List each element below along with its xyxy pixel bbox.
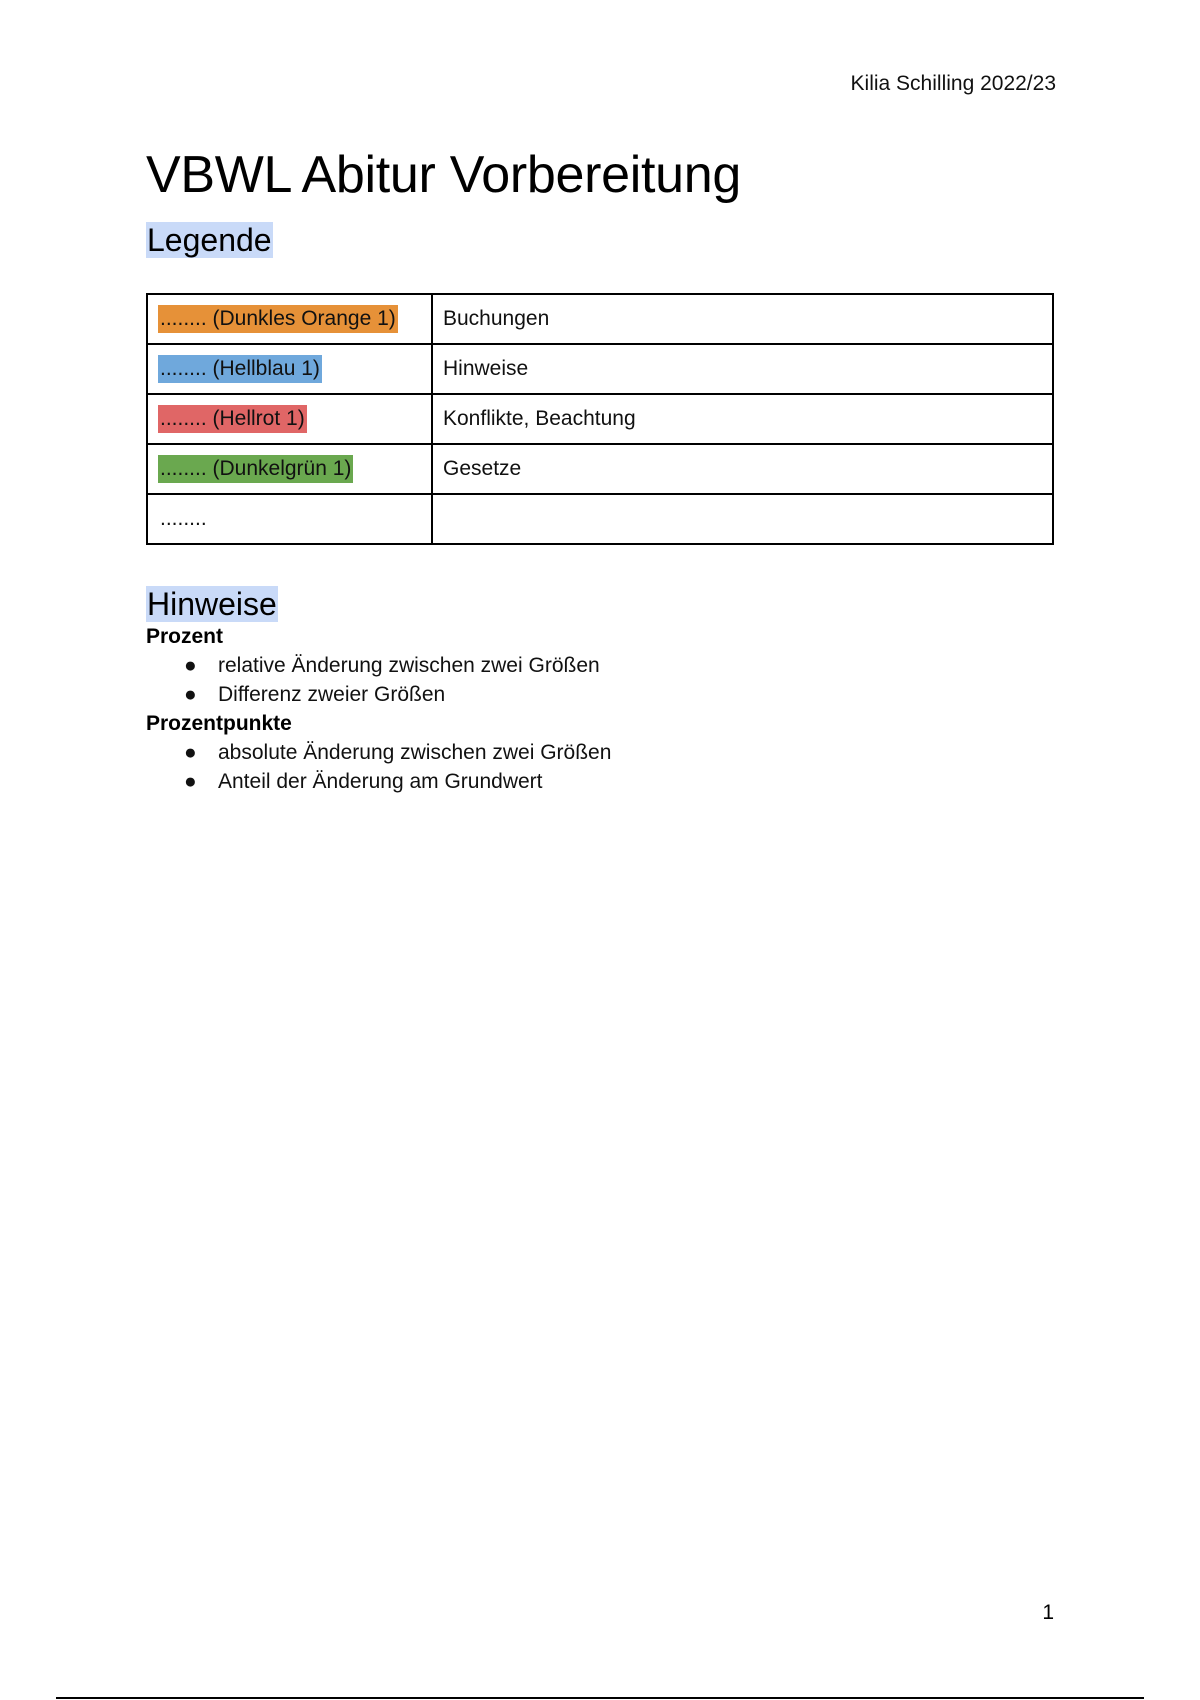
- list-item: [184, 738, 611, 767]
- legend-row: [147, 294, 1053, 344]
- legend-key-cell: [147, 394, 432, 444]
- list-item: [184, 651, 611, 680]
- legend-description: Gesetze: [432, 444, 1053, 494]
- hints-heading: [146, 584, 278, 624]
- legend-key-cell: [147, 294, 432, 344]
- legend-key-cell: [147, 444, 432, 494]
- legend-swatch-empty: ........: [160, 507, 207, 530]
- list-item-text: Anteil der Änderung am Grundwert: [218, 770, 543, 793]
- legend-description: Hinweise: [432, 344, 1053, 394]
- bullet-icon: ●: [184, 741, 197, 764]
- legend-description: [432, 494, 1053, 544]
- legend-row: [147, 344, 1053, 394]
- legend-description: Konflikte, Beachtung: [432, 394, 1053, 444]
- legend-key-cell: [147, 344, 432, 394]
- legend-key-cell: [147, 494, 432, 544]
- legend-heading-text: Legende: [147, 222, 272, 258]
- document-title: VBWL Abitur Vorbereitung: [146, 146, 741, 204]
- legend-row: [147, 394, 1053, 444]
- legend-heading: [146, 220, 273, 260]
- hint-subheading-prozent: Prozent: [146, 625, 224, 648]
- hint-subheading-prozentpunkte: Prozentpunkte: [146, 712, 292, 735]
- legend-swatch-orange: ........ (Dunkles Orange 1): [158, 305, 398, 333]
- legend-row: [147, 494, 1053, 544]
- legend-swatch-lightblue: ........ (Hellblau 1): [158, 355, 322, 383]
- hints-heading-text: Hinweise: [147, 586, 277, 622]
- list-item-text: absolute Änderung zwischen zwei Größen: [218, 741, 612, 764]
- list-item: [184, 767, 611, 796]
- bullet-icon: ●: [184, 654, 197, 677]
- legend-row: [147, 444, 1053, 494]
- page-number: 1: [1042, 1601, 1054, 1624]
- header-author: Kilia Schilling 2022/23: [850, 72, 1056, 95]
- list-item-text: Differenz zweier Größen: [218, 683, 446, 706]
- hints-section: [146, 622, 611, 796]
- list-item-text: relative Änderung zwischen zwei Größen: [218, 654, 600, 677]
- legend-swatch-darkgreen: ........ (Dunkelgrün 1): [158, 455, 353, 483]
- hint-list-prozent: [146, 651, 611, 709]
- hint-list-prozentpunkte: [146, 738, 611, 796]
- bullet-icon: ●: [184, 770, 197, 793]
- bullet-icon: ●: [184, 683, 197, 706]
- legend-swatch-lightred: ........ (Hellrot 1): [158, 405, 307, 433]
- footer-divider: [56, 1697, 1144, 1699]
- list-item: [184, 680, 611, 709]
- legend-description: Buchungen: [432, 294, 1053, 344]
- legend-table: [146, 293, 1054, 545]
